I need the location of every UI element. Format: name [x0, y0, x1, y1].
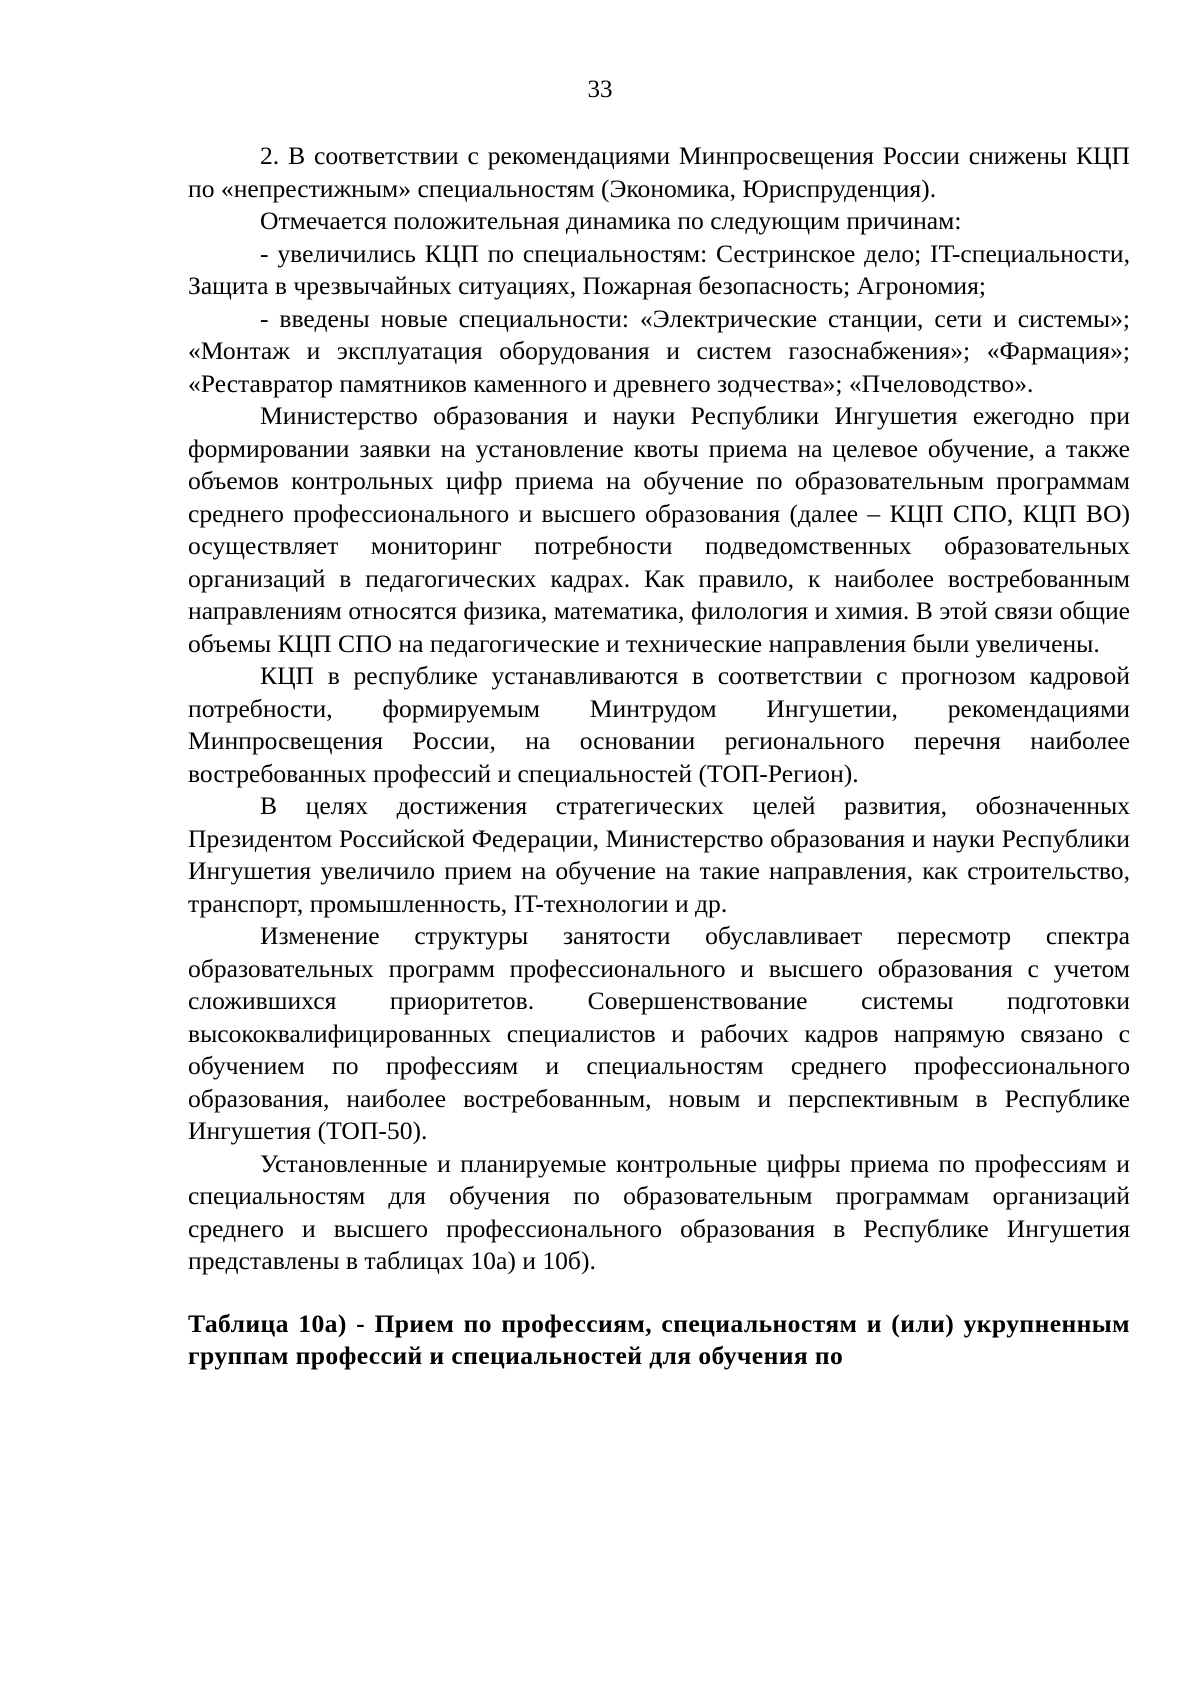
- paragraph-tables-reference: Установленные и планируемые контрольные цифры приема по профессиям и специальностям для обучения по образовательным программам организаций среднего и высшего профессионального образования в Республике Ингушетия представлены в таблицах 10а) и 10б).: [188, 1148, 1130, 1275]
- document-body: [188, 140, 1130, 1373]
- paragraph-positive-dynamics: Отмечается положительная динамика по следующим причинам:: [260, 206, 962, 235]
- paragraph-strategic-goals: В целях достижения стратегических целей развития, обозначенных Президентом Российской Федерации, Министерство образования и науки Республики Ингушетия увеличило прием на обучение на такие направления, как строительство, транспорт, промышленность, IT-технологии и др.: [188, 791, 1130, 918]
- paragraph-employment-structure: Изменение структуры занятости обуславливает пересмотр спектра образовательных программ профессионального и высшего образования с учетом сложившихся приоритетов. Совершенствование системы подготовки высококвалифицированных специалистов и рабочих кадров напрямую связано с обучением по профессиям и специальностям среднего профессионального образования, наиболее востребованным, новым и перспективным в Республике Ингушетия (ТОП-50).: [188, 921, 1130, 1145]
- paragraph-reduced-kcp: 2. В соответствии с рекомендациями Минпросвещения России снижены КЦП по «непрестижным» специальностям (Экономика, Юриспруденция).: [188, 141, 1130, 203]
- paragraph-new-specialties: - введены новые специальности: «Электрические станции, сети и системы»; «Монтаж и эксплуатация оборудования и систем газоснабжения»; «Фармация»; «Реставратор памятников каменного и древнего зодчества»; «Пчеловодство».: [188, 303, 1130, 398]
- paragraph-ministry-monitoring: Министерство образования и науки Республики Ингушетия ежегодно при формировании заявки на установление квоты приема на целевое обучение, а также объемов контрольных цифр приема на обучение по образовательным программам среднего профессионального и высшего образования (далее – КЦП СПО, КЦП ВО) осуществляет мониторинг потребности подведомственных образовательных организаций в педагогических кадрах. Как правило, к наиболее востребованным направлениям относятся физика, математика, филология и химия. В этой связи общие объемы КЦП СПО на педагогические и технические направления были увеличены.: [188, 401, 1130, 658]
- table-caption: Таблица 10а) - Прием по профессиям, специальностям и (или) укрупненным группам профессий и специальностей для обучения по: [188, 1308, 1130, 1370]
- paragraph-kcp-forecast: КЦП в республике устанавливаются в соответствии с прогнозом кадровой потребности, формируемым Минтрудом Ингушетии, рекомендациями Минпросвещения России, на основании регионального перечня наиболее востребованных профессий и специальностей (ТОП-Регион).: [188, 661, 1130, 788]
- paragraph-increased-kcp: - увеличились КЦП по специальностям: Сестринское дело; IT-специальности, Защита в чрезвычайных ситуациях, Пожарная безопасность; Агрономия;: [188, 238, 1130, 300]
- page-number: 33: [587, 76, 613, 103]
